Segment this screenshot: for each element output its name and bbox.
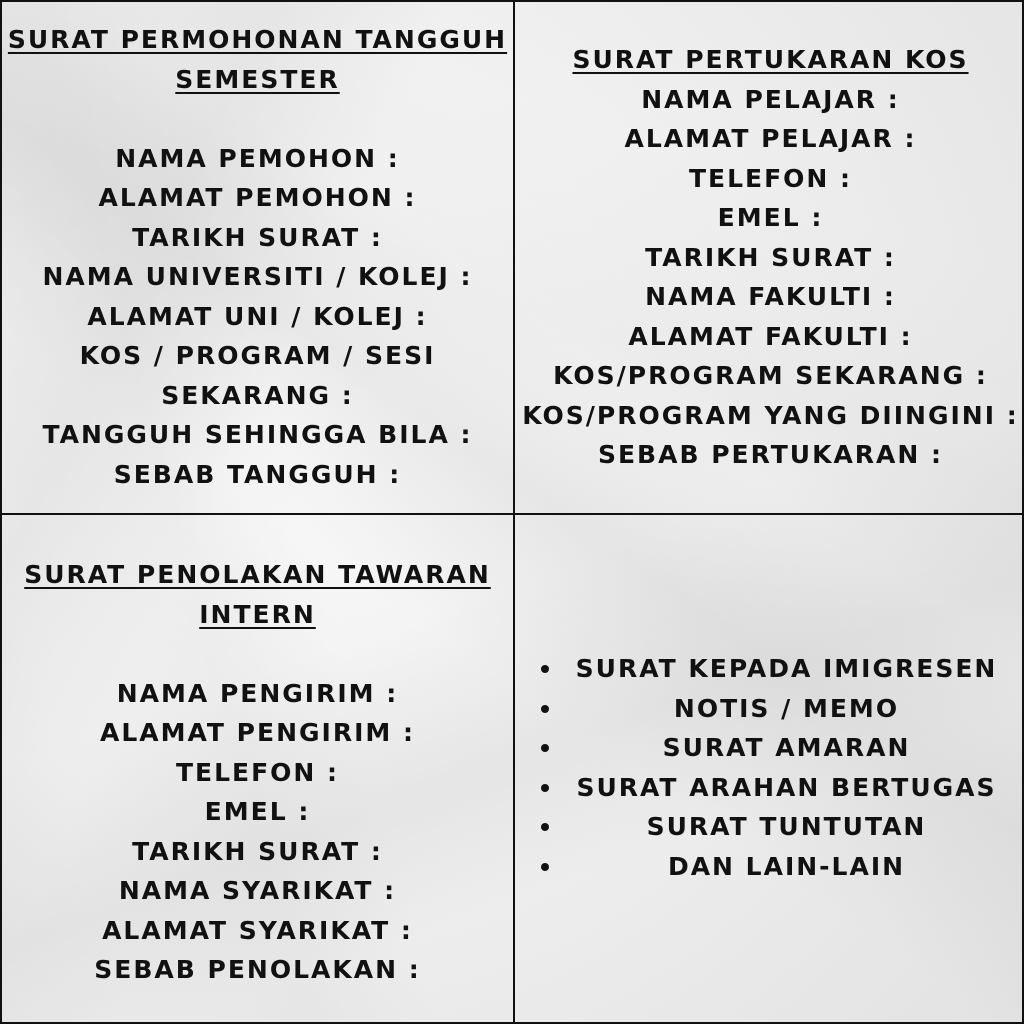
panel-title-line-2: SEMESTER: [175, 64, 340, 94]
list-item: [515, 807, 1024, 847]
list-item: [515, 768, 1024, 808]
field-label: SEBAB PERTUKARAN :: [597, 440, 944, 469]
field-label: ALAMAT PENGIRIM :: [100, 718, 415, 747]
field-label: KOS / PROGRAM / SESI: [79, 341, 436, 370]
field-label: NAMA PELAJAR :: [641, 84, 900, 114]
panel-title-line-1: SURAT PENOLAKAN TAWARAN: [24, 560, 491, 589]
field-label: EMEL :: [204, 797, 311, 826]
bullet-icon: [541, 823, 549, 831]
field-label: EMEL :: [717, 203, 824, 232]
list-item-label: SURAT KEPADA IMIGRESEN: [575, 654, 998, 683]
field-label: TELEFON :: [688, 163, 853, 193]
field-label: SEBAB PENOLAKAN :: [94, 955, 421, 984]
list-item-label: SURAT TUNTUTAN: [646, 812, 927, 841]
panel-content: [2, 20, 513, 494]
field-label: SEKARANG :: [161, 380, 354, 410]
panel-penolakan-intern: [2, 514, 514, 1024]
field-label: ALAMAT PEMOHON :: [98, 183, 417, 212]
list-item: [515, 689, 1024, 729]
field-label: NAMA PEMOHON :: [115, 143, 400, 173]
field-label: TARIKH SURAT :: [645, 242, 896, 272]
panel-title-line-2: INTERN: [199, 599, 316, 629]
list-item-label: SURAT ARAHAN BERTUGAS: [576, 772, 997, 802]
bullet-icon: [541, 665, 549, 673]
spacer: [2, 634, 513, 674]
field-label: NAMA FAKULTI :: [645, 282, 896, 311]
field-label: TANGGUH SEHINGGA BILA :: [42, 420, 473, 449]
list-item-label: NOTIS / MEMO: [673, 693, 900, 723]
panel-content: [515, 40, 1024, 475]
list-item-label: SURAT AMARAN: [662, 733, 911, 762]
field-label: KOS/PROGRAM YANG DIINGINI :: [522, 400, 1019, 430]
spacer: [2, 99, 513, 139]
panel-title: SURAT PERTUKARAN KOS: [572, 45, 969, 74]
bullet-icon: [541, 784, 549, 792]
field-label: NAMA UNIVERSITI / KOLEJ :: [42, 262, 473, 291]
bullet-icon: [541, 705, 549, 713]
panel-title-line-1: SURAT PERMOHONAN TANGGUH: [7, 25, 508, 54]
field-label: ALAMAT FAKULTI :: [628, 321, 913, 351]
bullet-icon: [541, 863, 549, 871]
field-label: TELEFON :: [175, 757, 340, 787]
panel-other-letters: [514, 514, 1024, 1024]
list-item: [515, 847, 1024, 887]
list-item: [515, 649, 1024, 689]
field-label: SEBAB TANGGUH :: [113, 459, 402, 489]
field-label: NAMA SYARIKAT :: [118, 876, 397, 905]
bullet-icon: [541, 744, 549, 752]
list-item-label: DAN LAIN-LAIN: [667, 851, 906, 881]
field-label: NAMA PENGIRIM :: [116, 678, 399, 708]
field-label: TARIKH SURAT :: [132, 836, 383, 866]
field-label: ALAMAT SYARIKAT :: [102, 915, 413, 945]
panel-content: [2, 555, 513, 990]
panel-pertukaran-kos: [514, 2, 1024, 514]
panel-tangguh-semester: [2, 2, 514, 514]
bullet-list: [515, 649, 1024, 886]
field-label: ALAMAT UNI / KOLEJ :: [87, 301, 428, 331]
list-item: [515, 728, 1024, 768]
field-label: ALAMAT PELAJAR :: [624, 124, 917, 153]
field-label: KOS/PROGRAM SEKARANG :: [553, 361, 988, 390]
field-label: TARIKH SURAT :: [132, 222, 383, 252]
